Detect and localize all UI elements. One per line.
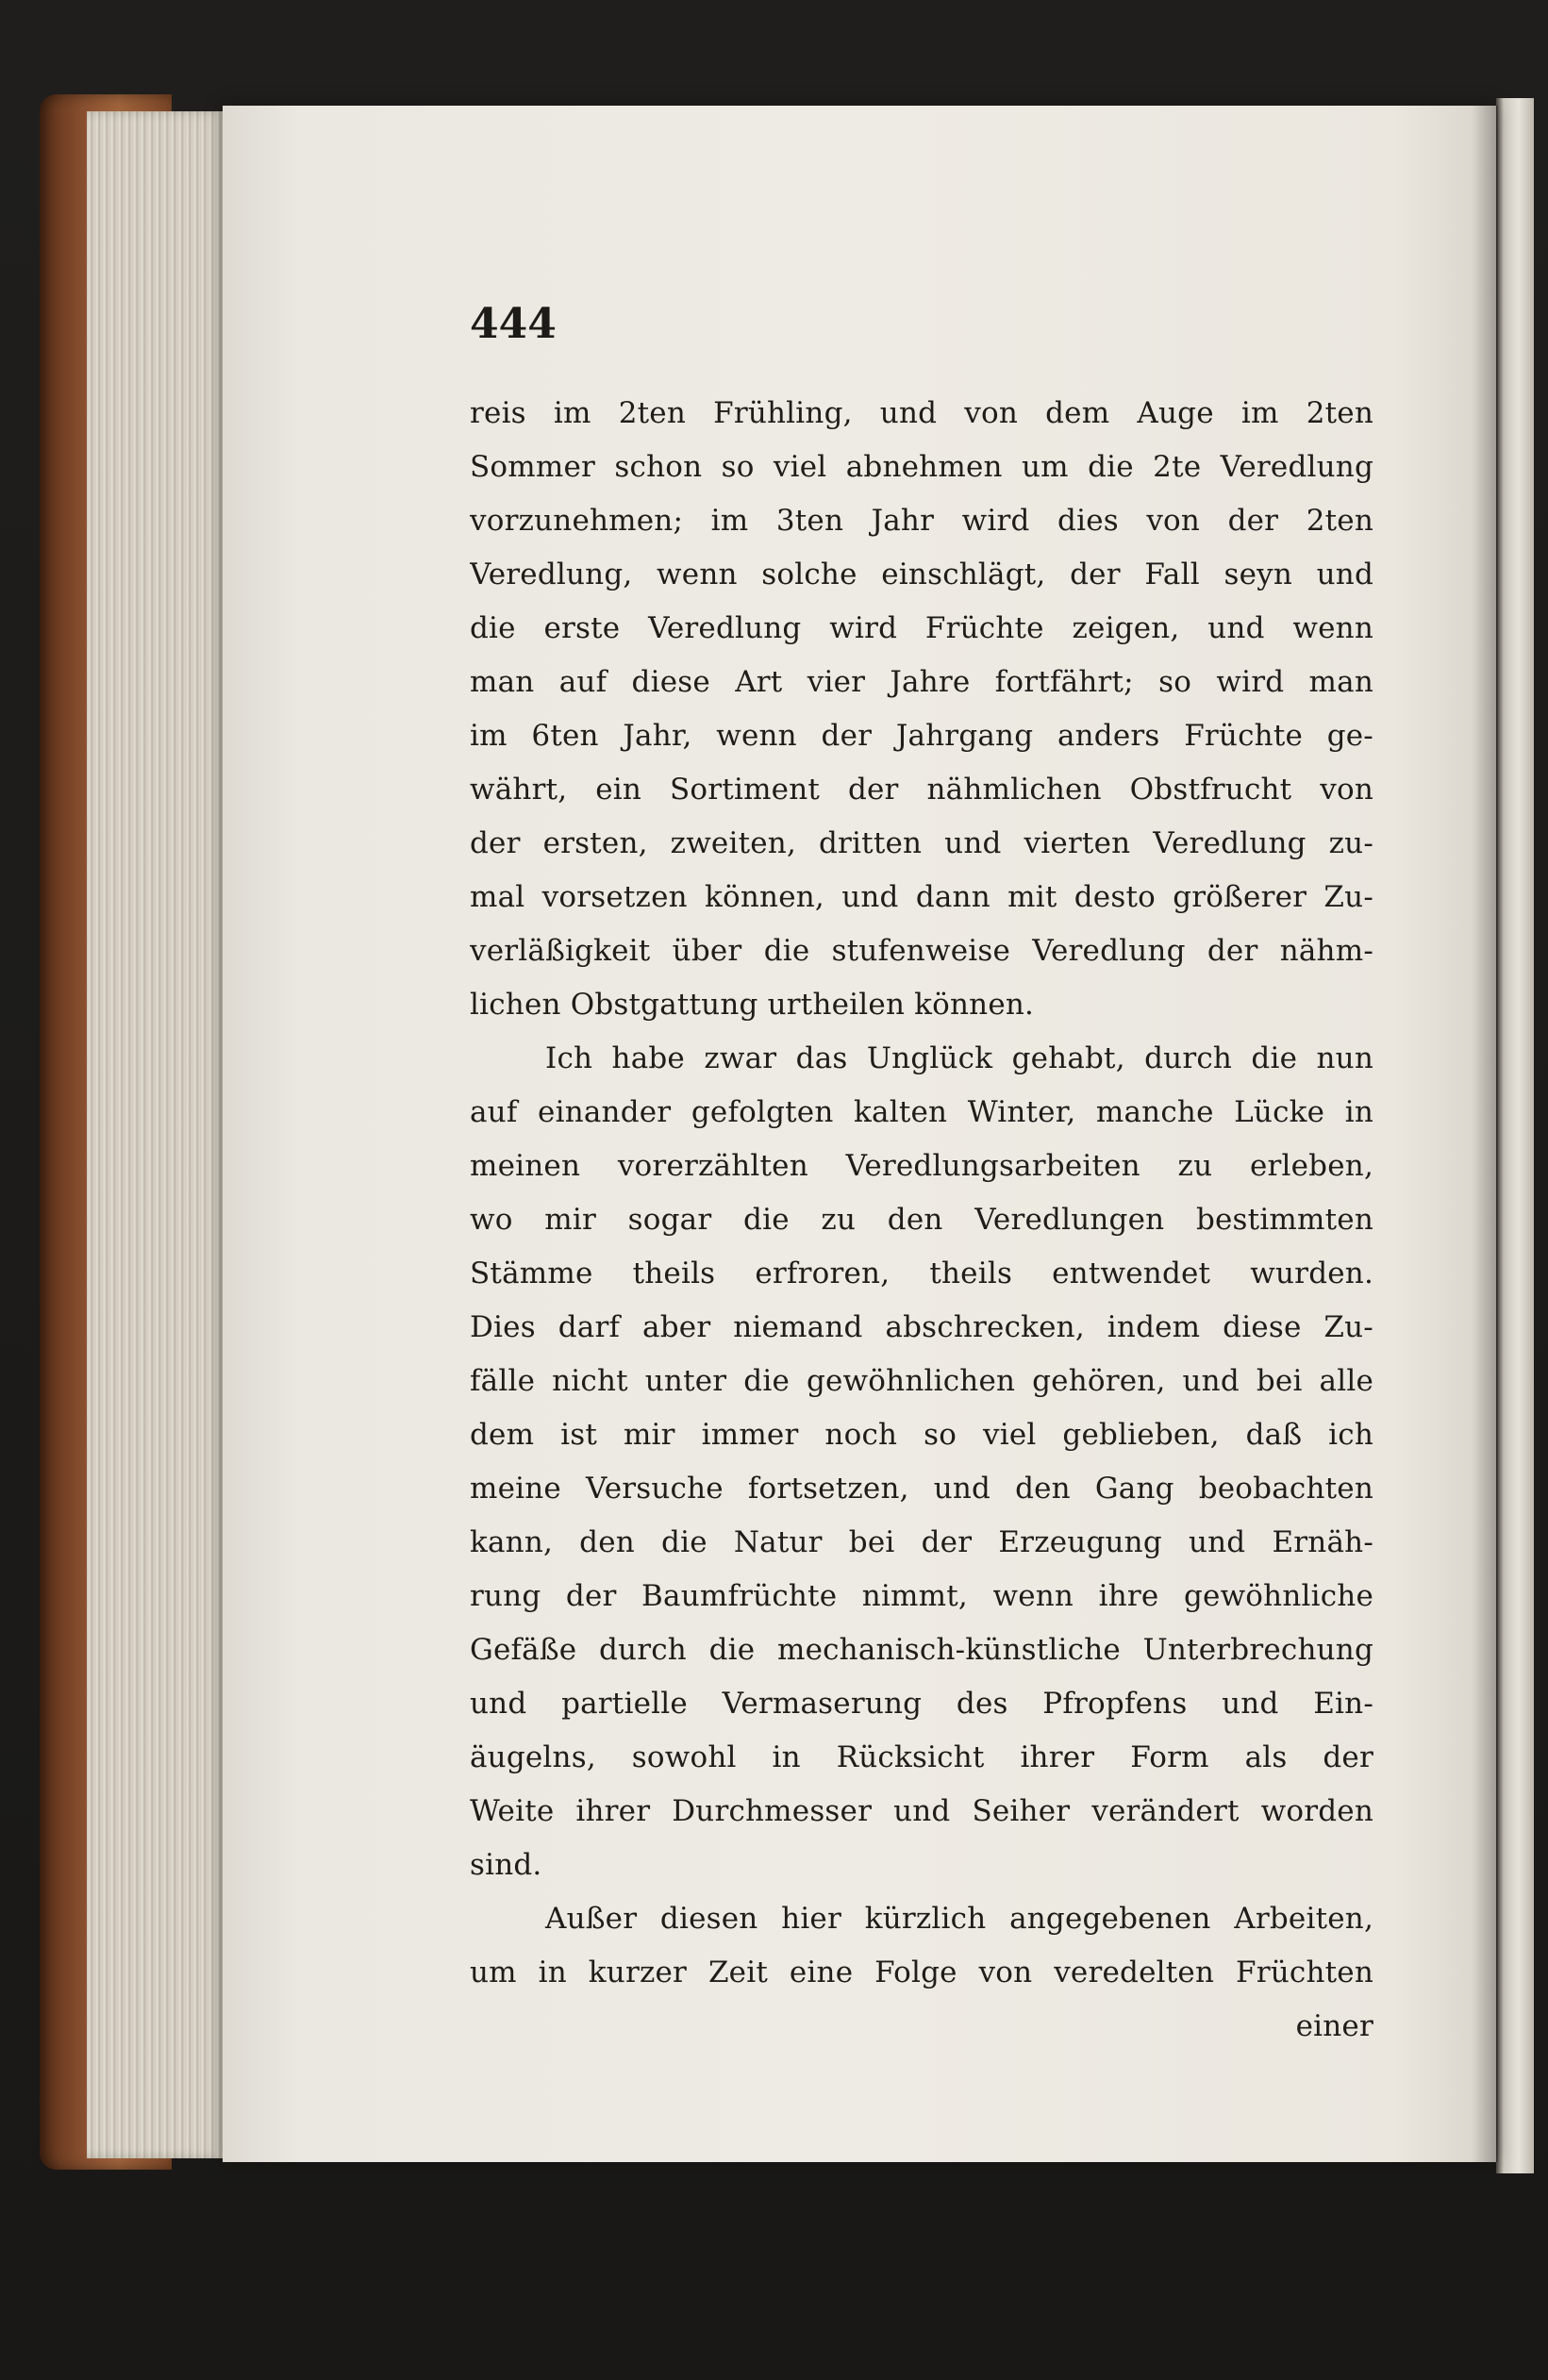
text-line: reis im 2ten Frühling, und von dem Auge im 2ten <box>470 396 1373 430</box>
page-edges <box>87 111 228 2158</box>
text-line: Weite ihrer Durchmesser und Seiher verändert worden <box>470 1794 1373 1828</box>
text-line: Stämme theils erfroren, theils entwendet wurden. <box>470 1257 1373 1290</box>
text-line: dem ist mir immer noch so viel geblieben, daß ich <box>470 1418 1373 1452</box>
text-line: währt, ein Sortiment der nähmlichen Obstfrucht von <box>470 773 1373 807</box>
page-number: 444 <box>470 300 557 348</box>
text-line: lichen Obstgattung urtheilen können. <box>470 988 1035 1022</box>
text-line: meinen vorerzählten Veredlungsarbeiten zu erleben, <box>470 1149 1373 1183</box>
text-line: wo mir sogar die zu den Veredlungen bestimmten <box>470 1203 1373 1237</box>
gutter-shadow <box>1472 106 1498 2162</box>
text-line: Sommer schon so viel abnehmen um die 2te Veredlung <box>470 450 1373 484</box>
page-text <box>470 387 1373 2054</box>
facing-page-edge <box>1496 98 1534 2173</box>
text-line: kann, den die Natur bei der Erzeugung und Ernäh- <box>470 1525 1373 1559</box>
text-line: der ersten, zweiten, dritten und vierten Veredlung zu- <box>470 826 1373 860</box>
text-line: verläßigkeit über die stufenweise Veredlung der nähm- <box>470 934 1373 968</box>
text-line: meine Versuche fortsetzen, und den Gang beobachten <box>470 1472 1373 1506</box>
text-line: man auf diese Art vier Jahre fortfährt; so wird man <box>470 665 1373 699</box>
text-line: sind. <box>470 1848 542 1882</box>
text-line: fälle nicht unter die gewöhnlichen gehören, und bei alle <box>470 1364 1373 1398</box>
text-line: Dies darf aber niemand abschrecken, indem diese Zu- <box>470 1310 1373 1344</box>
text-line: auf einander gefolgten kalten Winter, manche Lücke in <box>470 1095 1373 1129</box>
text-line: rung der Baumfrüchte nimmt, wenn ihre gewöhnliche <box>470 1579 1373 1613</box>
catchword: einer <box>1295 2009 1373 2043</box>
text-line: Außer diesen hier kürzlich angegebenen Arbeiten, <box>545 1902 1373 1936</box>
text-line: vorzunehmen; im 3ten Jahr wird dies von der 2ten <box>470 504 1373 538</box>
text-line: mal vorsetzen können, und dann mit desto größerer Zu- <box>470 880 1373 914</box>
text-line: äugelns, sowohl in Rücksicht ihrer Form als der <box>470 1740 1373 1774</box>
text-line: Ich habe zwar das Unglück gehabt, durch die nun <box>545 1041 1373 1075</box>
text-line: im 6ten Jahr, wenn der Jahrgang anders Früchte ge- <box>470 719 1373 753</box>
text-line: Veredlung, wenn solche einschlägt, der Fall seyn und <box>470 558 1373 591</box>
text-line: die erste Veredlung wird Früchte zeigen, und wenn <box>470 611 1373 645</box>
text-line: Gefäße durch die mechanisch-künstliche Unterbrechung <box>470 1633 1373 1667</box>
text-line: um in kurzer Zeit eine Folge von veredelten Früchten <box>470 1956 1373 1989</box>
text-line: und partielle Vermaserung des Pfropfens und Ein- <box>470 1687 1373 1721</box>
